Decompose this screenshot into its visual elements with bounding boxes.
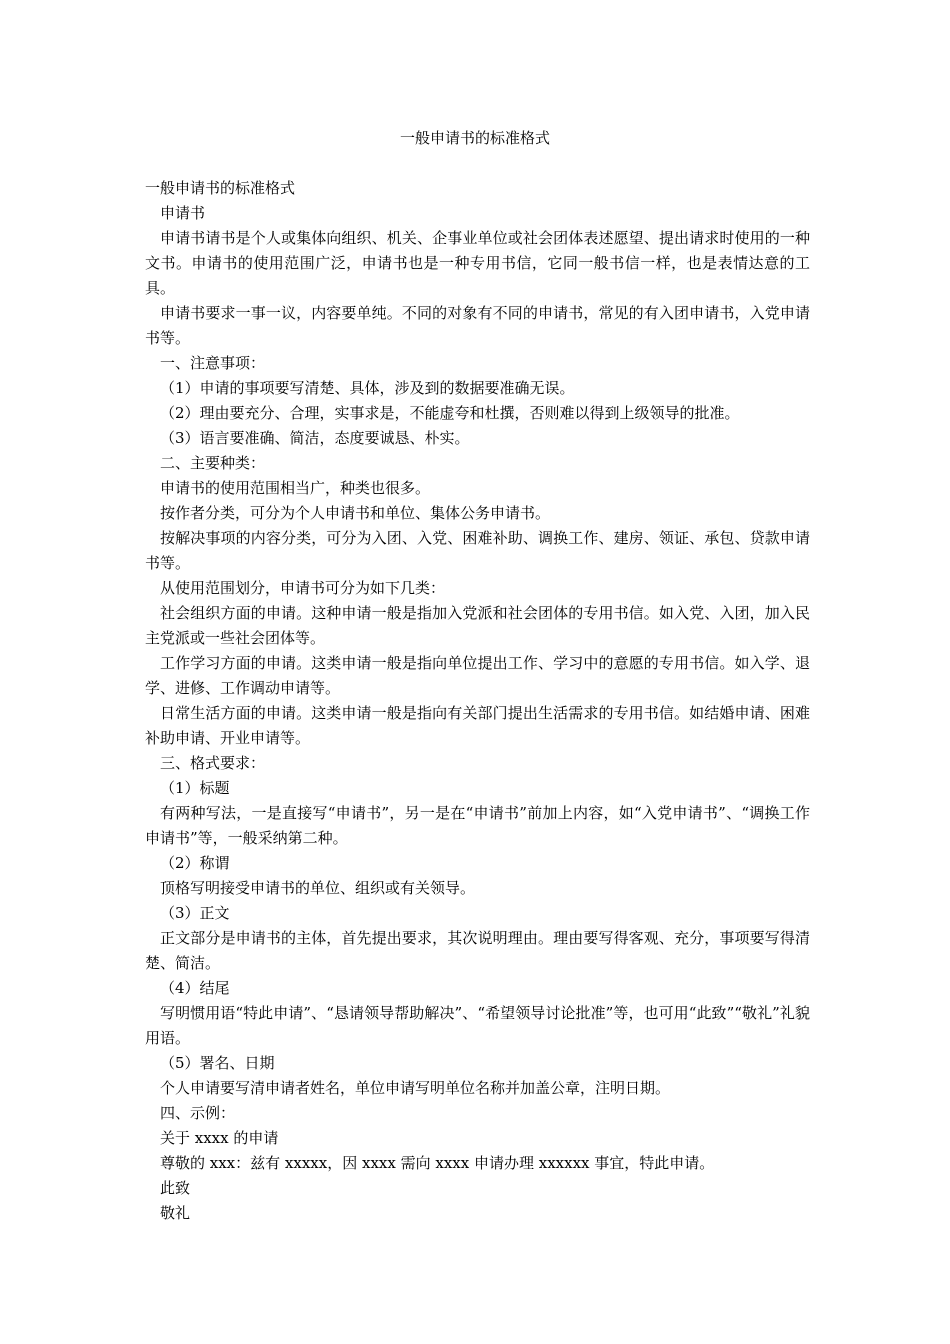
list-item: （1）申请的事项要写清楚、具体，涉及到的数据要准确无误。 [160,379,575,397]
paragraph: 按作者分类，可分为个人申请书和单位、集体公务申请书。 [160,504,551,522]
paragraph: 个人申请要写清申请者姓名，单位申请写明单位名称并加盖公章，注明日期。 [160,1079,671,1097]
section-heading: 一、注意事项： [160,354,266,372]
section-heading: 二、主要种类： [160,454,266,472]
paragraph: 顶格写明接受申请书的单位、组织或有关领导。 [160,879,476,897]
body-heading: 一般申请书的标准格式 [145,179,296,197]
paragraph: 正文部分是申请书的主体，首先提出要求，其次说明理由。理由要写得客观、充分，事项要写得清楚、简洁。 [145,929,810,972]
section-heading: 三、格式要求： [160,754,266,772]
paragraph: 申请书要求一事一议，内容要单纯。不同的对象有不同的申请书，常见的有入团申请书，入党申请书等。 [145,304,810,347]
paragraph: 工作学习方面的申请。这类申请一般是指向单位提出工作、学习中的意愿的专用书信。如入学、退学、进修、工作调动申请等。 [145,654,810,697]
example-salutation: 敬礼 [160,1204,191,1222]
paragraph: 申请书的使用范围相当广，种类也很多。 [160,479,431,497]
paragraph: 申请书请书是个人或集体向组织、机关、企事业单位或社会团体表述愿望、提出请求时使用的一种文书。申请书的使用范围广泛，申请书也是一种专用书信，它同一般书信一样，也是表情达意的工具。 [145,229,810,297]
section-heading: 四、示例： [160,1104,236,1122]
example-closing: 此致 [160,1179,191,1197]
paragraph: 社会组织方面的申请。这种申请一般是指加入党派和社会团体的专用书信。如入党、入团，加入民主党派或一些社会团体等。 [145,604,810,647]
list-item: （2）理由要充分、合理，实事求是，不能虚夸和杜撰，否则难以得到上级领导的批准。 [160,404,740,422]
document-title: 一般申请书的标准格式 [399,129,550,147]
subheading: （2）称谓 [160,854,230,872]
paragraph: 日常生活方面的申请。这类申请一般是指向有关部门提出生活需求的专用书信。如结婚申请、困难补助申请、开业申请等。 [145,704,810,747]
subheading: （1）标题 [160,779,230,797]
paragraph: 按解决事项的内容分类，可分为入团、入党、困难补助、调换工作、建房、领证、承包、贷款申请书等。 [145,529,810,572]
subheading: （3）正文 [160,904,230,922]
paragraph: 有两种写法，一是直接写“申请书”，另一是在“申请书”前加上内容，如“入党申请书”、“调换工作申请书”等，一般采纳第二种。 [145,804,810,847]
subheading: （5）署名、日期 [160,1054,275,1072]
example-body: 尊敬的 xxx：兹有 xxxxx，因 xxxx 需向 xxxx 申请办理 xxxxxx 事宜，特此申请。 [160,1154,715,1172]
example-title: 关于 xxxx 的申请 [160,1129,279,1147]
paragraph: 申请书 [160,204,206,222]
subheading: （4）结尾 [160,979,230,997]
paragraph: 从使用范围划分，申请书可分为如下几类： [160,579,446,597]
list-item: （3）语言要准确、简洁，态度要诚恳、朴实。 [160,429,470,447]
paragraph: 写明惯用语“特此申请”、“恳请领导帮助解决”、“希望领导讨论批准”等，也可用“此致”“敬礼”礼貌用语。 [145,1004,810,1047]
document-body [145,176,810,1226]
